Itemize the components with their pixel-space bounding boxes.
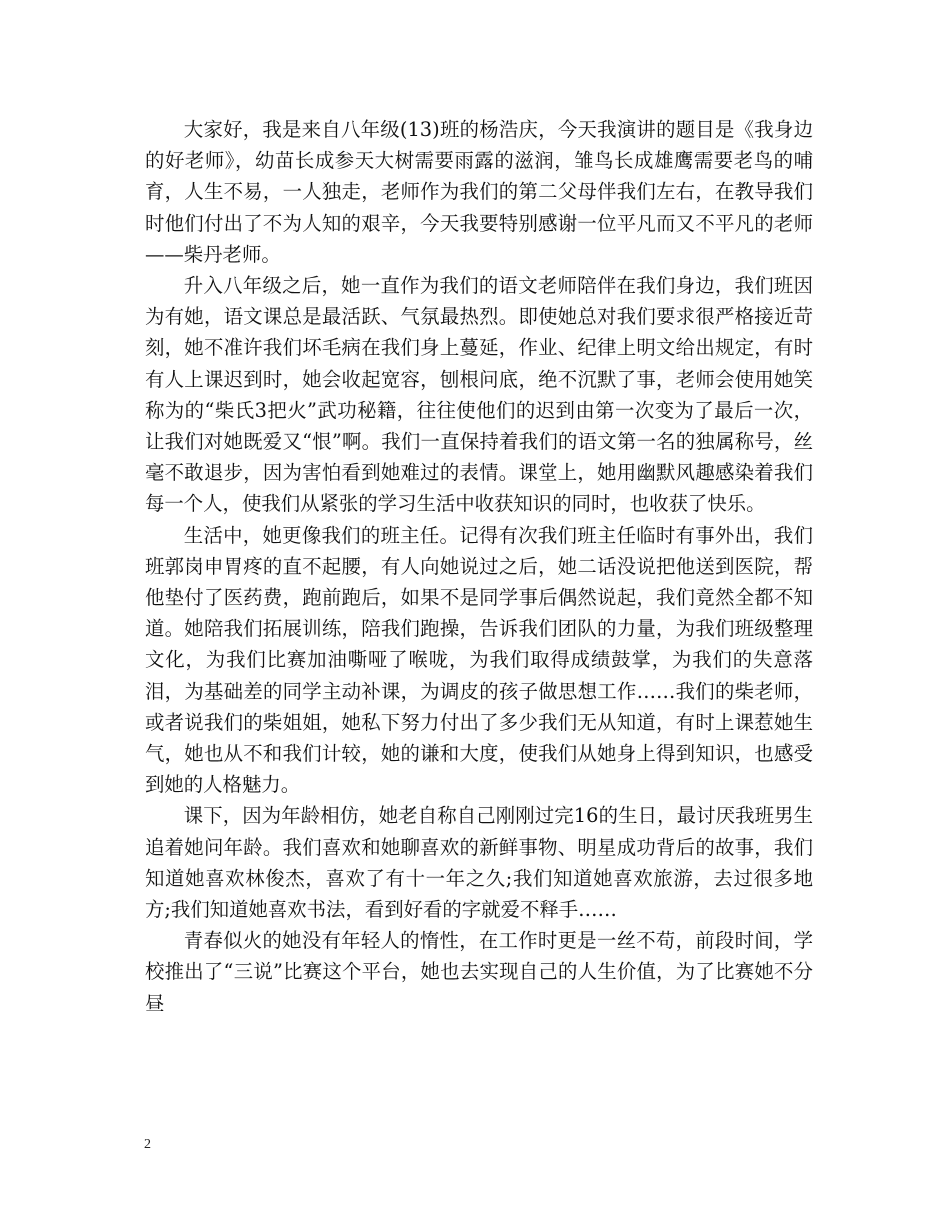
- paragraph-greeting: 大家好，我是来自八年级(13)班的杨浩庆，今天我演讲的题目是《我身边的好老师》，幼苗长成参天大树需要雨露的滋润，雏鸟长成雄鹰需要老鸟的哺育，人生不易，一人独走，老师作为我们的第二父母伴我们左右，在教导我们时他们付出了不为人知的艰辛，今天我要特别感谢一位平凡而又不平凡的老师——柴丹老师。: [145, 118, 813, 266]
- document-body: [145, 114, 813, 1019]
- paragraph-after-class: 课下，因为年龄相仿，她老自称自己刚刚过完16的生日，最讨厌我班男生追着她问年龄。我们喜欢和她聊喜欢的新鲜事物、明星成功背后的故事，我们知道她喜欢林俊杰，喜欢了有十一年之久;我们知道她喜欢旅游，去过很多地方;我们知道她喜欢书法，看到好看的字就爱不释手……: [145, 804, 813, 922]
- page-number: 2: [144, 1137, 151, 1152]
- paragraph-daily-life: 生活中，她更像我们的班主任。记得有次我们班主任临时有事外出，我们班郭岗申胃疼的直不起腰，有人向她说过之后，她二话没说把他送到医院，帮他垫付了医药费，跑前跑后，如果不是同学事后偶然说起，我们竟然全都不知道。她陪我们拓展训练，陪我们跑操，告诉我们团队的力量，为我们班级整理文化，为我们比赛加油嘶哑了喉咙，为我们取得成绩鼓掌，为我们的失意落泪，为基础差的同学主动补课，为调皮的孩子做思想工作……我们的柴老师，或者说我们的柴姐姐，她私下努力付出了多少我们无从知道，有时上课惹她生气，她也从不和我们计较，她的谦和大度，使我们从她身上得到知识，也感受到她的人格魅力。: [145, 523, 813, 797]
- paragraph-grade-eight: 升入八年级之后，她一直作为我们的语文老师陪伴在我们身边，我们班因为有她，语文课总是最活跃、气氛最热烈。即使她总对我们要求很严格接近苛刻，她不准许我们坏毛病在我们身上蔓延，作业、纪律上明文给出规定，有时有人上课迟到时，她会收起宽容，刨根问底，绝不沉默了事，老师会使用她笑称为的“柴氏3把火”武功秘籍，往往使他们的迟到由第一次变为了最后一次，让我们对她既爱又“恨”啊。我们一直保持着我们的语文第一名的独属称号，丝毫不敢退步，因为害怕看到她难过的表情。课堂上，她用幽默风趣感染着我们每一个人，使我们从紧张的学习生活中收获知识的同时，也收获了快乐。: [145, 274, 813, 516]
- paragraph-youthful-work: 青春似火的她没有年轻人的惰性，在工作时更是一丝不苟，前段时间，学校推出了“三说”比赛这个平台，她也去实现自己的人生价值，为了比赛她不分昼: [145, 929, 813, 1015]
